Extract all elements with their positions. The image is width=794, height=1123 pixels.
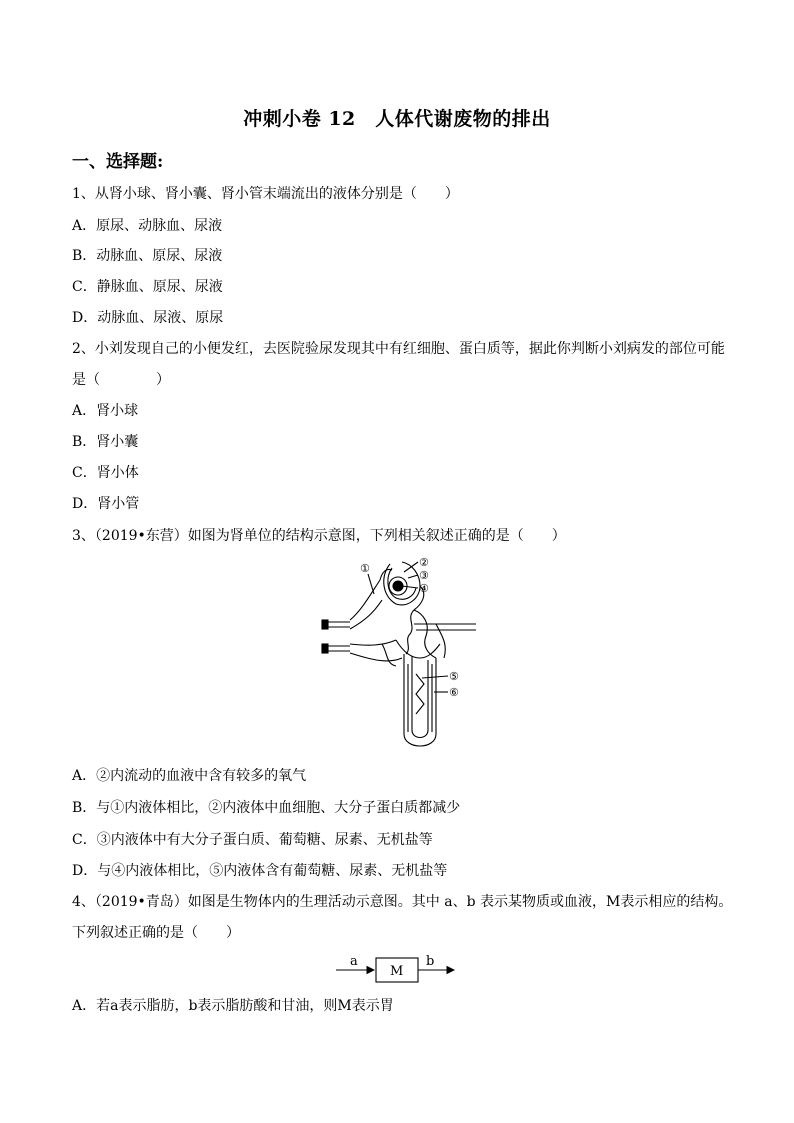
question-2-stem-line2: 是（ ）: [72, 372, 170, 388]
output-label-b: b: [426, 954, 435, 969]
label-4: ④: [419, 582, 429, 595]
question-4-stem-line2: 下列叙述正确的是（ ）: [72, 925, 240, 941]
question-3-option-c[interactable]: C．③内液体中有大分子蛋白质、葡萄糖、尿素、无机盐等: [72, 832, 433, 848]
question-2-option-c[interactable]: C．肾小体: [72, 465, 139, 481]
label-3: ③: [419, 569, 429, 582]
question-1-option-c[interactable]: C．静脉血、原尿、尿液: [72, 279, 223, 295]
question-2-stem-line1: 2、小刘发现自己的小便发红，去医院验尿发现其中有红细胞、蛋白质等，据此你判断小刘病发的部位可能: [72, 341, 725, 357]
question-3-option-a[interactable]: A．②内流动的血液中含有较多的氧气: [72, 768, 307, 784]
question-1-stem: 1、从肾小球、肾小囊、肾小管末端流出的液体分别是（ ）: [72, 186, 459, 202]
question-1-option-a[interactable]: A．原尿、动脉血、尿液: [72, 218, 223, 234]
flow-diagram: [334, 952, 460, 986]
page-title: 冲刺小卷 12 人体代谢废物的排出: [243, 108, 551, 130]
question-3-option-b[interactable]: B．与①内液体相比，②内液体中血细胞、大分子蛋白质都减少: [72, 800, 461, 816]
box-label-m: M: [390, 964, 404, 979]
question-3-stem: 3、（2019•东营）如图为肾单位的结构示意图，下列相关叙述正确的是（ ）: [72, 528, 566, 544]
question-2-option-a[interactable]: A．肾小球: [72, 403, 139, 419]
label-6: ⑥: [449, 686, 459, 699]
question-3-option-d[interactable]: D．与④内液体相比，⑤内液体含有葡萄糖、尿素、无机盐等: [72, 863, 448, 879]
label-1: ①: [360, 562, 370, 575]
question-2-option-b[interactable]: B．肾小囊: [72, 434, 139, 450]
question-2-option-d[interactable]: D．肾小管: [72, 496, 140, 512]
label-2: ②: [419, 556, 429, 569]
input-label-a: a: [350, 954, 358, 969]
question-1-option-b[interactable]: B．动脉血、原尿、尿液: [72, 248, 223, 264]
question-4-option-a[interactable]: A．若a表示脂肪，b表示脂肪酸和甘油，则M表示胃: [72, 998, 394, 1014]
label-5: ⑤: [449, 670, 459, 683]
nephron-diagram: [316, 554, 486, 754]
question-1-option-d[interactable]: D．动脉血、尿液、原尿: [72, 310, 224, 326]
question-4-stem-line1: 4、（2019•青岛）如图是生物体内的生理活动示意图。其中 a、b 表示某物质或血液，M表示相应的结构。: [72, 894, 733, 910]
section-heading: 一、选择题:: [72, 152, 164, 172]
